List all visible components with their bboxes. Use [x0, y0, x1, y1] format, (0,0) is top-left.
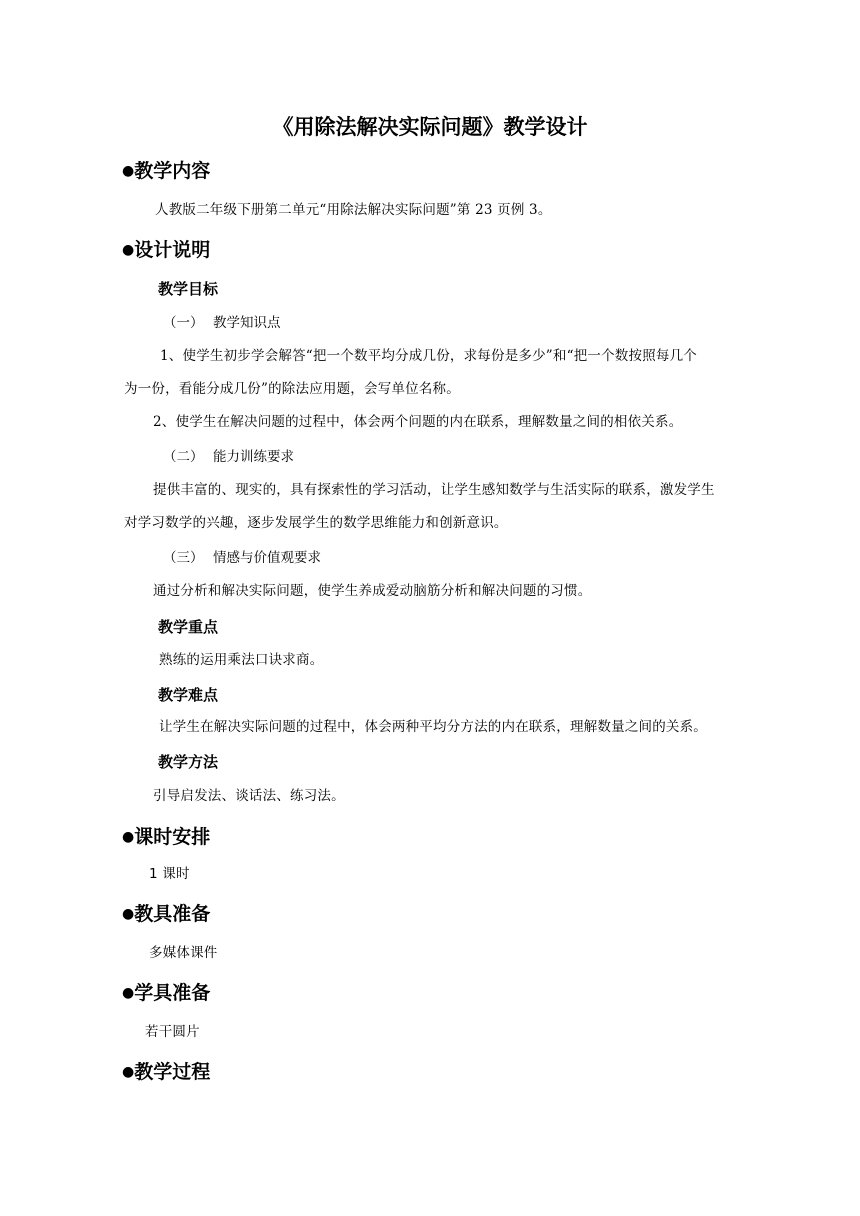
goal-item-knowledge: [163, 313, 281, 333]
goal-item-emotion: [163, 548, 321, 568]
content-text: 人教版二年级下册第二单元“用除法解决实际问题”第 23 页例 3。: [155, 202, 552, 218]
bullet-icon: ●: [122, 906, 135, 922]
section-heading-content: [122, 158, 210, 184]
goal-item-ability: [163, 447, 294, 467]
method-text: 引导启发法、谈话法、练习法。: [153, 788, 345, 804]
section-heading-schedule: [122, 824, 210, 850]
section-heading-label: 课时安排: [134, 826, 211, 848]
paragraph-line: 为一份，看能分成几份”的除法应用题，会写单位名称。: [124, 381, 460, 397]
student-tools-text: 若干圆片: [145, 1024, 200, 1040]
subheading-goals: 教学目标: [158, 280, 219, 298]
goal-item-number: （一）: [163, 315, 204, 331]
section-heading-label: 教具准备: [134, 903, 211, 925]
goal-item-number: （二）: [163, 449, 204, 465]
section-heading-student-tools: [122, 980, 210, 1006]
subheading-difficulty: 教学难点: [158, 686, 219, 704]
bullet-icon: ●: [122, 163, 135, 179]
goal-item-label: 教学知识点: [213, 315, 281, 331]
section-heading-label: 教学内容: [134, 160, 211, 182]
section-heading-label: 设计说明: [134, 239, 211, 261]
key-text: 熟练的运用乘法口诀求商。: [159, 652, 324, 668]
goal-item-label: 情感与价值观要求: [213, 550, 321, 566]
section-heading-label: 教学过程: [134, 1061, 211, 1083]
paragraph-line: 对学习数学的兴趣，逐步发展学生的数学思维能力和创新意识。: [124, 515, 508, 531]
paragraph-line: 通过分析和解决实际问题，使学生养成爱动脑筋分析和解决问题的习惯。: [153, 583, 592, 599]
teacher-tools-text: 多媒体课件: [149, 945, 218, 961]
goal-item-number: （三）: [163, 550, 204, 566]
schedule-text: 1 课时: [149, 866, 190, 882]
goal-item-label: 能力训练要求: [213, 449, 294, 465]
subheading-method: 教学方法: [158, 753, 219, 771]
paragraph-line: 1、使学生初步学会解答“把一个数平均分成几份，求每份是多少”和“把一个数按照每几个: [160, 348, 697, 364]
bullet-icon: ●: [122, 985, 135, 1001]
section-heading-label: 学具准备: [134, 982, 211, 1004]
document-title: 《用除法解决实际问题》教学设计: [272, 115, 588, 139]
section-heading-design: [122, 237, 210, 263]
section-heading-process: [122, 1059, 210, 1085]
difficulty-text: 让学生在解决实际问题的过程中，体会两种平均分方法的内在联系，理解数量之间的关系。: [159, 719, 707, 735]
bullet-icon: ●: [122, 1064, 135, 1080]
paragraph-line: 2、使学生在解决问题的过程中，体会两个问题的内在联系，理解数量之间的相依关系。: [153, 414, 683, 430]
subheading-key: 教学重点: [158, 618, 219, 636]
bullet-icon: ●: [122, 242, 135, 258]
bullet-icon: ●: [122, 829, 135, 845]
paragraph-line: 提供丰富的、现实的，具有探索性的学习活动，让学生感知数学与生活实际的联系，激发学生: [153, 482, 715, 498]
section-heading-teacher-tools: [122, 901, 210, 927]
